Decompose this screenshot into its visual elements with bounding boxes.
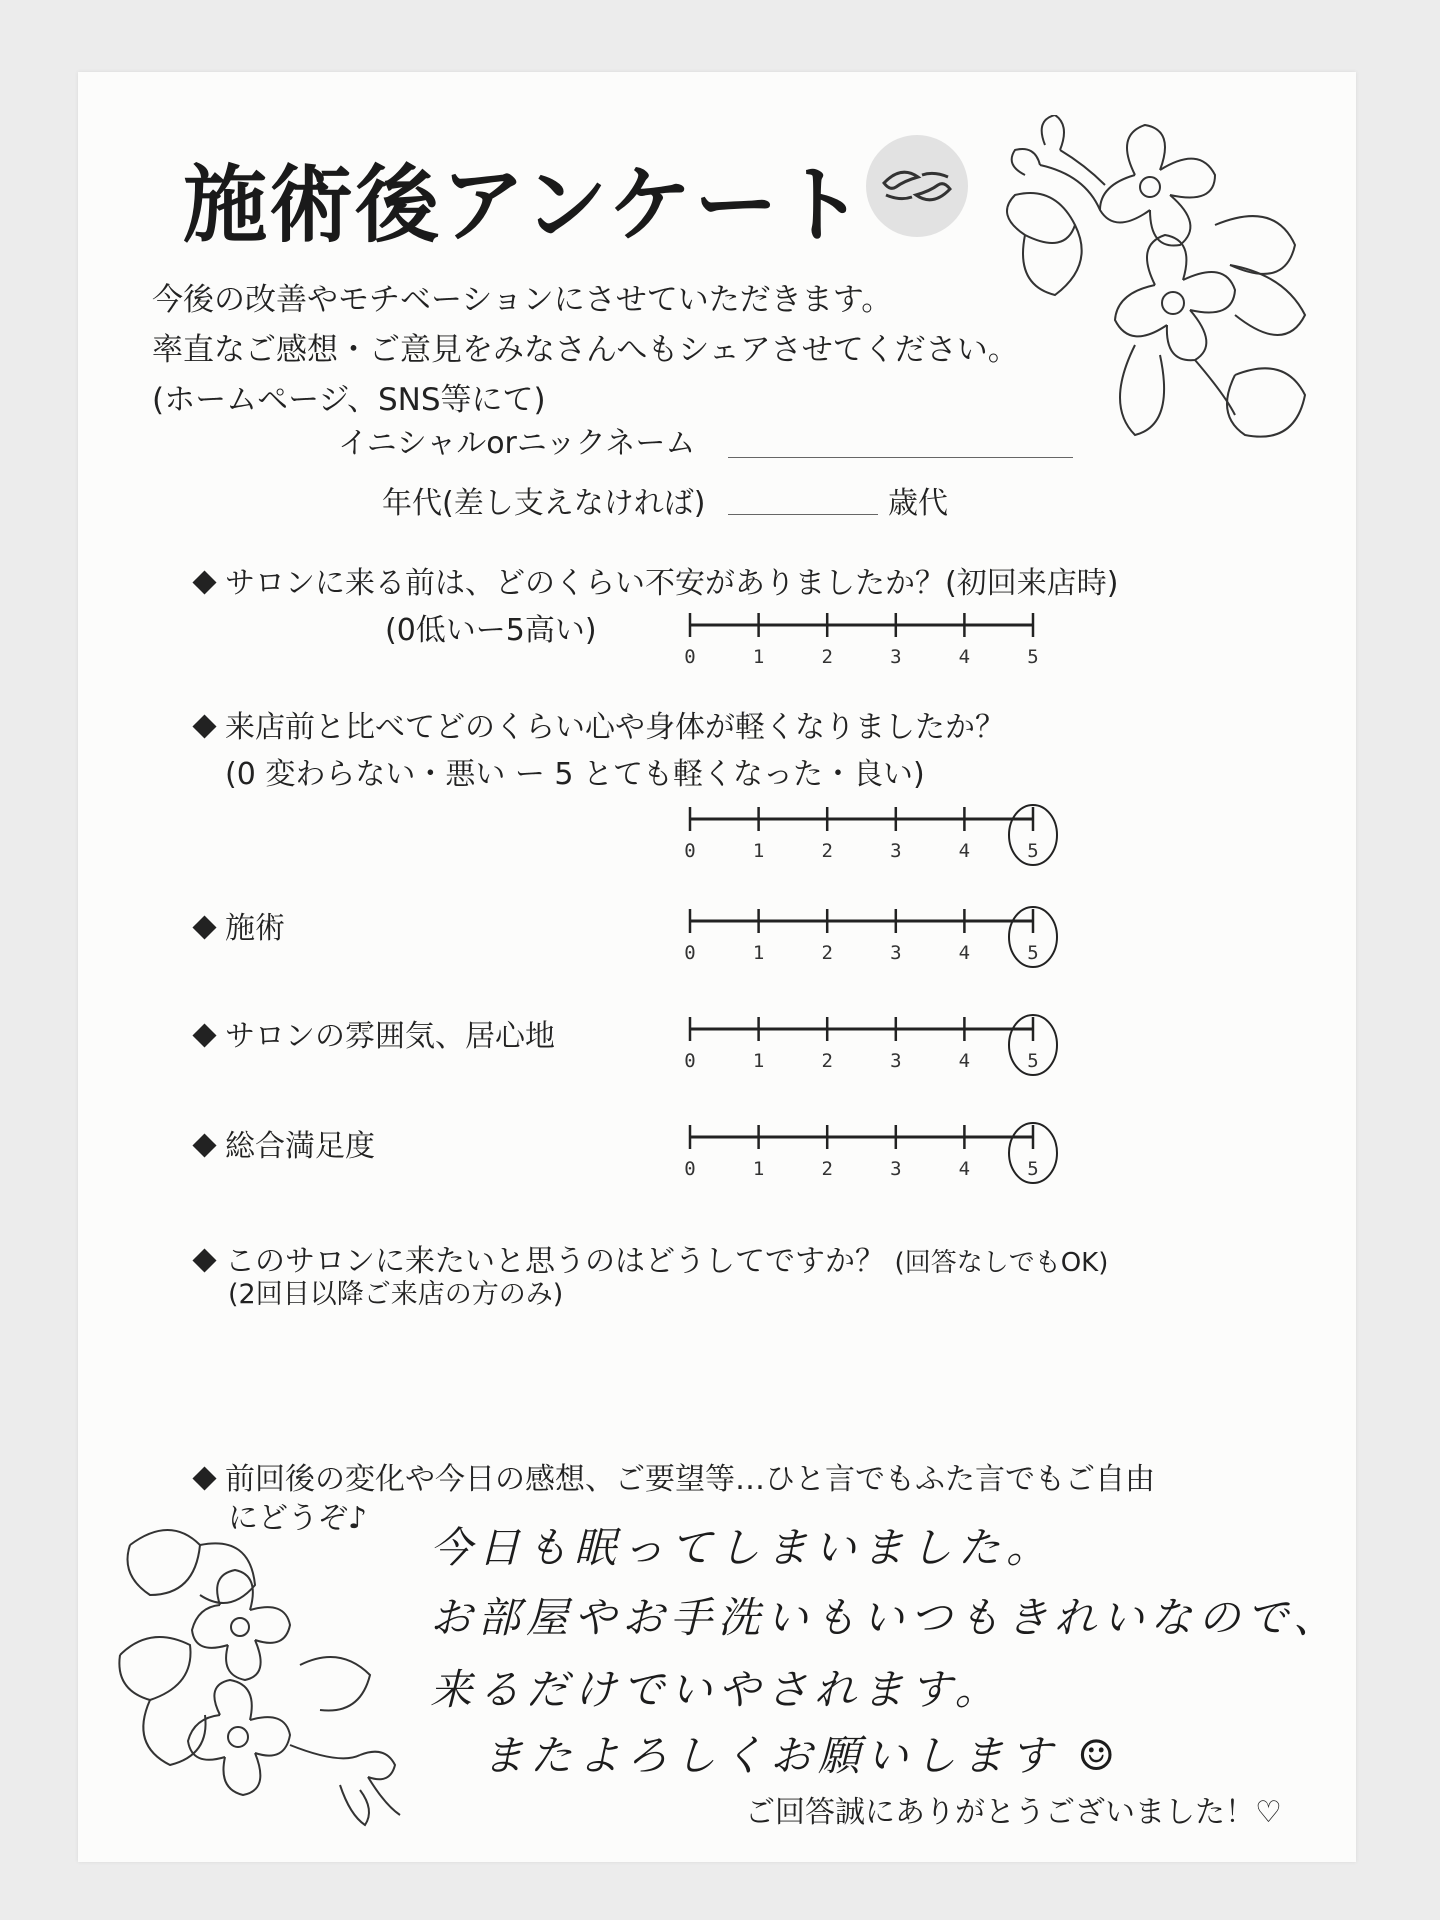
scale-tick-label: 0 — [684, 1158, 696, 1180]
scale-tick-label: 2 — [821, 1158, 833, 1180]
question-4-label: サロンの雰囲気、居心地 — [190, 1011, 555, 1055]
reason-answer-area[interactable] — [228, 1320, 1178, 1430]
diamond-bullet-icon — [192, 1248, 216, 1272]
scale-tick-label: 3 — [890, 646, 902, 668]
comment-answer-area[interactable] — [420, 1515, 1342, 1780]
intro-line-1: 今後の改善やモチベーションにさせていただきます。 — [152, 282, 893, 318]
scale-tick-label: 3 — [890, 1158, 902, 1180]
scale-tick-label: 0 — [684, 1050, 696, 1072]
scale-tick-label: 5 — [1027, 1158, 1039, 1180]
scale-tick-label: 3 — [890, 942, 902, 964]
diamond-bullet-icon — [192, 1466, 216, 1490]
hands-logo-icon — [866, 135, 968, 237]
scale-tick-label: 4 — [958, 646, 971, 668]
handwritten-line-4: またよろしくお願いします ☺ — [482, 1731, 1122, 1780]
question-3-label: 施術 — [190, 903, 285, 947]
scale-tick-label: 3 — [890, 1050, 902, 1072]
scale-tick-label: 1 — [752, 1050, 765, 1072]
thank-you-message: ご回答誠にありがとうございました！♡ — [745, 1795, 1282, 1830]
comment-question-label: 前回後の変化や今日の感想、ご要望等…ひと言でもふた言でもご自由 — [190, 1454, 1155, 1498]
question-1-scale[interactable] — [670, 600, 1070, 690]
question-5-scale[interactable] — [670, 1112, 1070, 1202]
diamond-bullet-icon — [192, 915, 216, 939]
scale-tick-label: 0 — [684, 840, 696, 862]
reason-question-label: このサロンに来たいと思うのはどうしてですか？ (回答なしでもOK) — [190, 1236, 1108, 1280]
scale-tick-label: 1 — [752, 942, 765, 964]
question-1-sub: (0低いー5高い) — [385, 613, 597, 648]
scale-tick-label: 1 — [752, 840, 765, 862]
diamond-bullet-icon — [192, 570, 216, 594]
question-1-label: サロンに来る前は、どのくらい不安がありましたか？(初回来店時) — [190, 558, 1118, 602]
scale-tick-label: 2 — [821, 840, 833, 862]
initials-label: イニシャルorニックネーム — [338, 426, 696, 461]
scale-tick-label: 3 — [890, 840, 902, 862]
question-3-scale[interactable] — [670, 896, 1070, 986]
age-label: 年代(差し支えなければ) — [382, 486, 706, 521]
scale-tick-label: 4 — [958, 1158, 971, 1180]
scale-tick-label: 1 — [752, 646, 765, 668]
reason-sub: (2回目以降ご来店の方のみ) — [228, 1279, 564, 1310]
question-2-scale[interactable] — [670, 794, 1070, 884]
scale-tick-label: 2 — [821, 1050, 833, 1072]
flower-top-right-icon — [985, 115, 1325, 475]
handwritten-line-2: お部屋やお手洗いもいつもきれいなので、 — [430, 1593, 1342, 1642]
intro-line-2: 率直なご感想・ご意見をみなさんへもシェアさせてください。 — [152, 332, 1019, 368]
handwritten-line-1: 今日も眠ってしまいました。 — [430, 1523, 1055, 1572]
intro-line-3: (ホームページ、SNS等にて) — [152, 382, 546, 418]
scale-tick-label: 0 — [684, 942, 696, 964]
intro-text — [152, 275, 1019, 425]
question-2-label: 来店前と比べてどのくらい心や身体が軽くなりましたか？ — [190, 702, 1005, 746]
scale-tick-label: 4 — [958, 840, 971, 862]
scale-tick-label: 2 — [821, 942, 833, 964]
question-2-sub: (0 変わらない・悪い ー 5 とても軽くなった・良い) — [225, 757, 925, 792]
scale-tick-label: 5 — [1027, 840, 1039, 862]
diamond-bullet-icon — [192, 714, 216, 738]
reason-note: (回答なしでもOK) — [894, 1248, 1109, 1278]
question-4-scale[interactable] — [670, 1004, 1070, 1094]
initials-field[interactable] — [728, 425, 1073, 458]
age-field[interactable] — [728, 482, 878, 515]
scale-tick-label: 1 — [752, 1158, 765, 1180]
flower-bottom-left-icon — [110, 1515, 420, 1845]
question-5-label: 総合満足度 — [190, 1121, 375, 1165]
diamond-bullet-icon — [192, 1023, 216, 1047]
age-suffix: 歳代 — [888, 486, 948, 521]
scale-tick-label: 2 — [821, 646, 833, 668]
scale-tick-label: 5 — [1027, 942, 1039, 964]
scale-tick-label: 5 — [1027, 646, 1039, 668]
scale-tick-label: 5 — [1027, 1050, 1039, 1072]
scale-tick-label: 0 — [684, 646, 696, 668]
handwritten-line-3: 来るだけでいやされます。 — [430, 1665, 1003, 1714]
comment-question-label-2: にどうぞ♪ — [228, 1501, 368, 1536]
survey-title: 施術後アンケート — [183, 155, 866, 254]
scale-tick-label: 4 — [958, 1050, 971, 1072]
diamond-bullet-icon — [192, 1133, 216, 1157]
scale-tick-label: 4 — [958, 942, 971, 964]
